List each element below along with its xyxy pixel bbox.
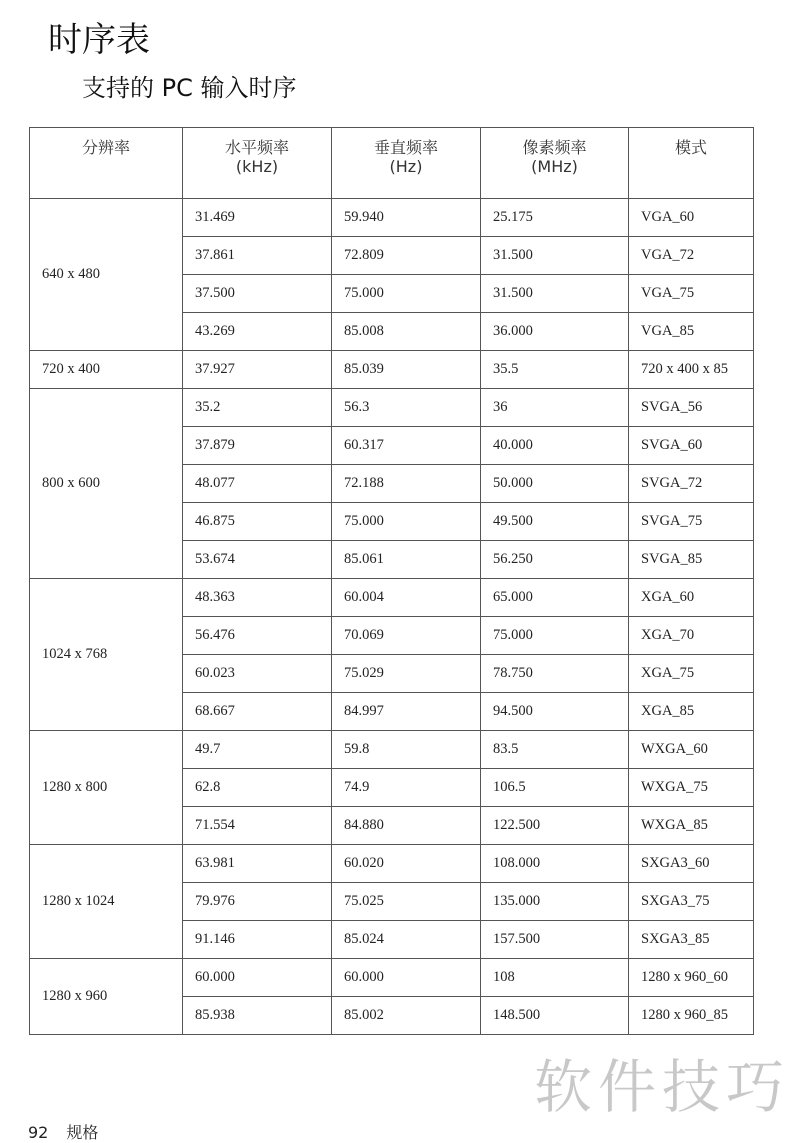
vertical-frequency-cell: 85.061 [332, 541, 481, 579]
pixel-frequency-cell: 122.500 [481, 807, 629, 845]
pixel-frequency-cell: 108.000 [481, 845, 629, 883]
vertical-frequency-cell: 85.002 [332, 997, 481, 1035]
mode-cell: SVGA_60 [629, 427, 754, 465]
horizontal-frequency-cell: 48.077 [183, 465, 332, 503]
mode-cell: SVGA_72 [629, 465, 754, 503]
pixel-frequency-cell: 31.500 [481, 237, 629, 275]
mode-cell: XGA_85 [629, 693, 754, 731]
pixel-frequency-cell: 135.000 [481, 883, 629, 921]
resolution-cell: 800 x 600 [30, 389, 183, 579]
header-unit: (MHz) [531, 157, 578, 176]
chapter-name: 规格 [66, 1123, 99, 1142]
pixel-frequency-cell: 148.500 [481, 997, 629, 1035]
table-header [30, 128, 754, 199]
horizontal-frequency-cell: 43.269 [183, 313, 332, 351]
table-body [30, 199, 754, 1035]
mode-cell: XGA_75 [629, 655, 754, 693]
pixel-frequency-cell: 25.175 [481, 199, 629, 237]
mode-cell: 1280 x 960_60 [629, 959, 754, 997]
vertical-frequency-cell: 56.3 [332, 389, 481, 427]
pixel-frequency-cell: 36 [481, 389, 629, 427]
horizontal-frequency-cell: 60.023 [183, 655, 332, 693]
table-row [30, 731, 754, 769]
mode-cell: WXGA_60 [629, 731, 754, 769]
page-footer [28, 1120, 98, 1143]
horizontal-frequency-cell: 60.000 [183, 959, 332, 997]
header-pixel-frequency [481, 128, 629, 199]
page-title: 时序表 [48, 20, 150, 60]
horizontal-frequency-cell: 46.875 [183, 503, 332, 541]
mode-cell: VGA_60 [629, 199, 754, 237]
header-unit: (kHz) [235, 157, 279, 176]
horizontal-frequency-cell: 37.879 [183, 427, 332, 465]
vertical-frequency-cell: 84.880 [332, 807, 481, 845]
resolution-cell: 720 x 400 [30, 351, 183, 389]
pixel-frequency-cell: 94.500 [481, 693, 629, 731]
vertical-frequency-cell: 75.029 [332, 655, 481, 693]
header-horizontal-frequency [183, 128, 332, 199]
table-row [30, 579, 754, 617]
pixel-frequency-cell: 50.000 [481, 465, 629, 503]
header-label: 像素频率 [522, 138, 587, 157]
mode-cell: SXGA3_85 [629, 921, 754, 959]
vertical-frequency-cell: 85.008 [332, 313, 481, 351]
horizontal-frequency-cell: 37.927 [183, 351, 332, 389]
horizontal-frequency-cell: 37.861 [183, 237, 332, 275]
pixel-frequency-cell: 40.000 [481, 427, 629, 465]
pixel-frequency-cell: 83.5 [481, 731, 629, 769]
mode-cell: VGA_72 [629, 237, 754, 275]
vertical-frequency-cell: 75.025 [332, 883, 481, 921]
pixel-frequency-cell: 56.250 [481, 541, 629, 579]
table-row [30, 845, 754, 883]
horizontal-frequency-cell: 53.674 [183, 541, 332, 579]
pixel-frequency-cell: 36.000 [481, 313, 629, 351]
vertical-frequency-cell: 72.809 [332, 237, 481, 275]
horizontal-frequency-cell: 68.667 [183, 693, 332, 731]
header-label: 垂直频率 [373, 138, 438, 157]
horizontal-frequency-cell: 85.938 [183, 997, 332, 1035]
vertical-frequency-cell: 75.000 [332, 275, 481, 313]
pixel-frequency-cell: 31.500 [481, 275, 629, 313]
vertical-frequency-cell: 85.024 [332, 921, 481, 959]
page-number: 92 [28, 1123, 49, 1142]
header-unit: (Hz) [389, 157, 423, 176]
section-title: 支持的 PC 输入时序 [82, 74, 297, 102]
horizontal-frequency-cell: 91.146 [183, 921, 332, 959]
resolution-cell: 1280 x 960 [30, 959, 183, 1035]
table-row [30, 389, 754, 427]
table-row [30, 199, 754, 237]
mode-cell: XGA_70 [629, 617, 754, 655]
vertical-frequency-cell: 85.039 [332, 351, 481, 389]
mode-cell: 720 x 400 x 85 [629, 351, 754, 389]
mode-cell: 1280 x 960_85 [629, 997, 754, 1035]
header-mode [629, 128, 754, 199]
pixel-frequency-cell: 108 [481, 959, 629, 997]
vertical-frequency-cell: 60.000 [332, 959, 481, 997]
resolution-cell: 1024 x 768 [30, 579, 183, 731]
pixel-frequency-cell: 157.500 [481, 921, 629, 959]
horizontal-frequency-cell: 48.363 [183, 579, 332, 617]
mode-cell: SXGA3_75 [629, 883, 754, 921]
mode-cell: SVGA_85 [629, 541, 754, 579]
header-label: 模式 [674, 138, 707, 157]
mode-cell: VGA_85 [629, 313, 754, 351]
mode-cell: XGA_60 [629, 579, 754, 617]
mode-cell: WXGA_85 [629, 807, 754, 845]
pixel-frequency-cell: 78.750 [481, 655, 629, 693]
vertical-frequency-cell: 75.000 [332, 503, 481, 541]
vertical-frequency-cell: 72.188 [332, 465, 481, 503]
vertical-frequency-cell: 60.020 [332, 845, 481, 883]
horizontal-frequency-cell: 71.554 [183, 807, 332, 845]
vertical-frequency-cell: 60.317 [332, 427, 481, 465]
pixel-frequency-cell: 49.500 [481, 503, 629, 541]
horizontal-frequency-cell: 31.469 [183, 199, 332, 237]
vertical-frequency-cell: 59.8 [332, 731, 481, 769]
pixel-frequency-cell: 106.5 [481, 769, 629, 807]
horizontal-frequency-cell: 37.500 [183, 275, 332, 313]
table-row [30, 351, 754, 389]
pixel-frequency-cell: 75.000 [481, 617, 629, 655]
horizontal-frequency-cell: 63.981 [183, 845, 332, 883]
table-row [30, 959, 754, 997]
horizontal-frequency-cell: 56.476 [183, 617, 332, 655]
mode-cell: SVGA_75 [629, 503, 754, 541]
resolution-cell: 640 x 480 [30, 199, 183, 351]
vertical-frequency-cell: 70.069 [332, 617, 481, 655]
pixel-frequency-cell: 35.5 [481, 351, 629, 389]
header-resolution [30, 128, 183, 199]
mode-cell: WXGA_75 [629, 769, 754, 807]
vertical-frequency-cell: 60.004 [332, 579, 481, 617]
pc-input-timing-table [29, 127, 754, 1035]
header-vertical-frequency [332, 128, 481, 199]
vertical-frequency-cell: 59.940 [332, 199, 481, 237]
resolution-cell: 1280 x 1024 [30, 845, 183, 959]
vertical-frequency-cell: 84.997 [332, 693, 481, 731]
horizontal-frequency-cell: 49.7 [183, 731, 332, 769]
pixel-frequency-cell: 65.000 [481, 579, 629, 617]
horizontal-frequency-cell: 62.8 [183, 769, 332, 807]
header-label: 分辨率 [81, 138, 130, 157]
horizontal-frequency-cell: 79.976 [183, 883, 332, 921]
horizontal-frequency-cell: 35.2 [183, 389, 332, 427]
header-label: 水平频率 [224, 138, 289, 157]
watermark: 软件技巧 [533, 1053, 790, 1121]
resolution-cell: 1280 x 800 [30, 731, 183, 845]
vertical-frequency-cell: 74.9 [332, 769, 481, 807]
header-row [30, 128, 754, 199]
mode-cell: SVGA_56 [629, 389, 754, 427]
mode-cell: SXGA3_60 [629, 845, 754, 883]
mode-cell: VGA_75 [629, 275, 754, 313]
